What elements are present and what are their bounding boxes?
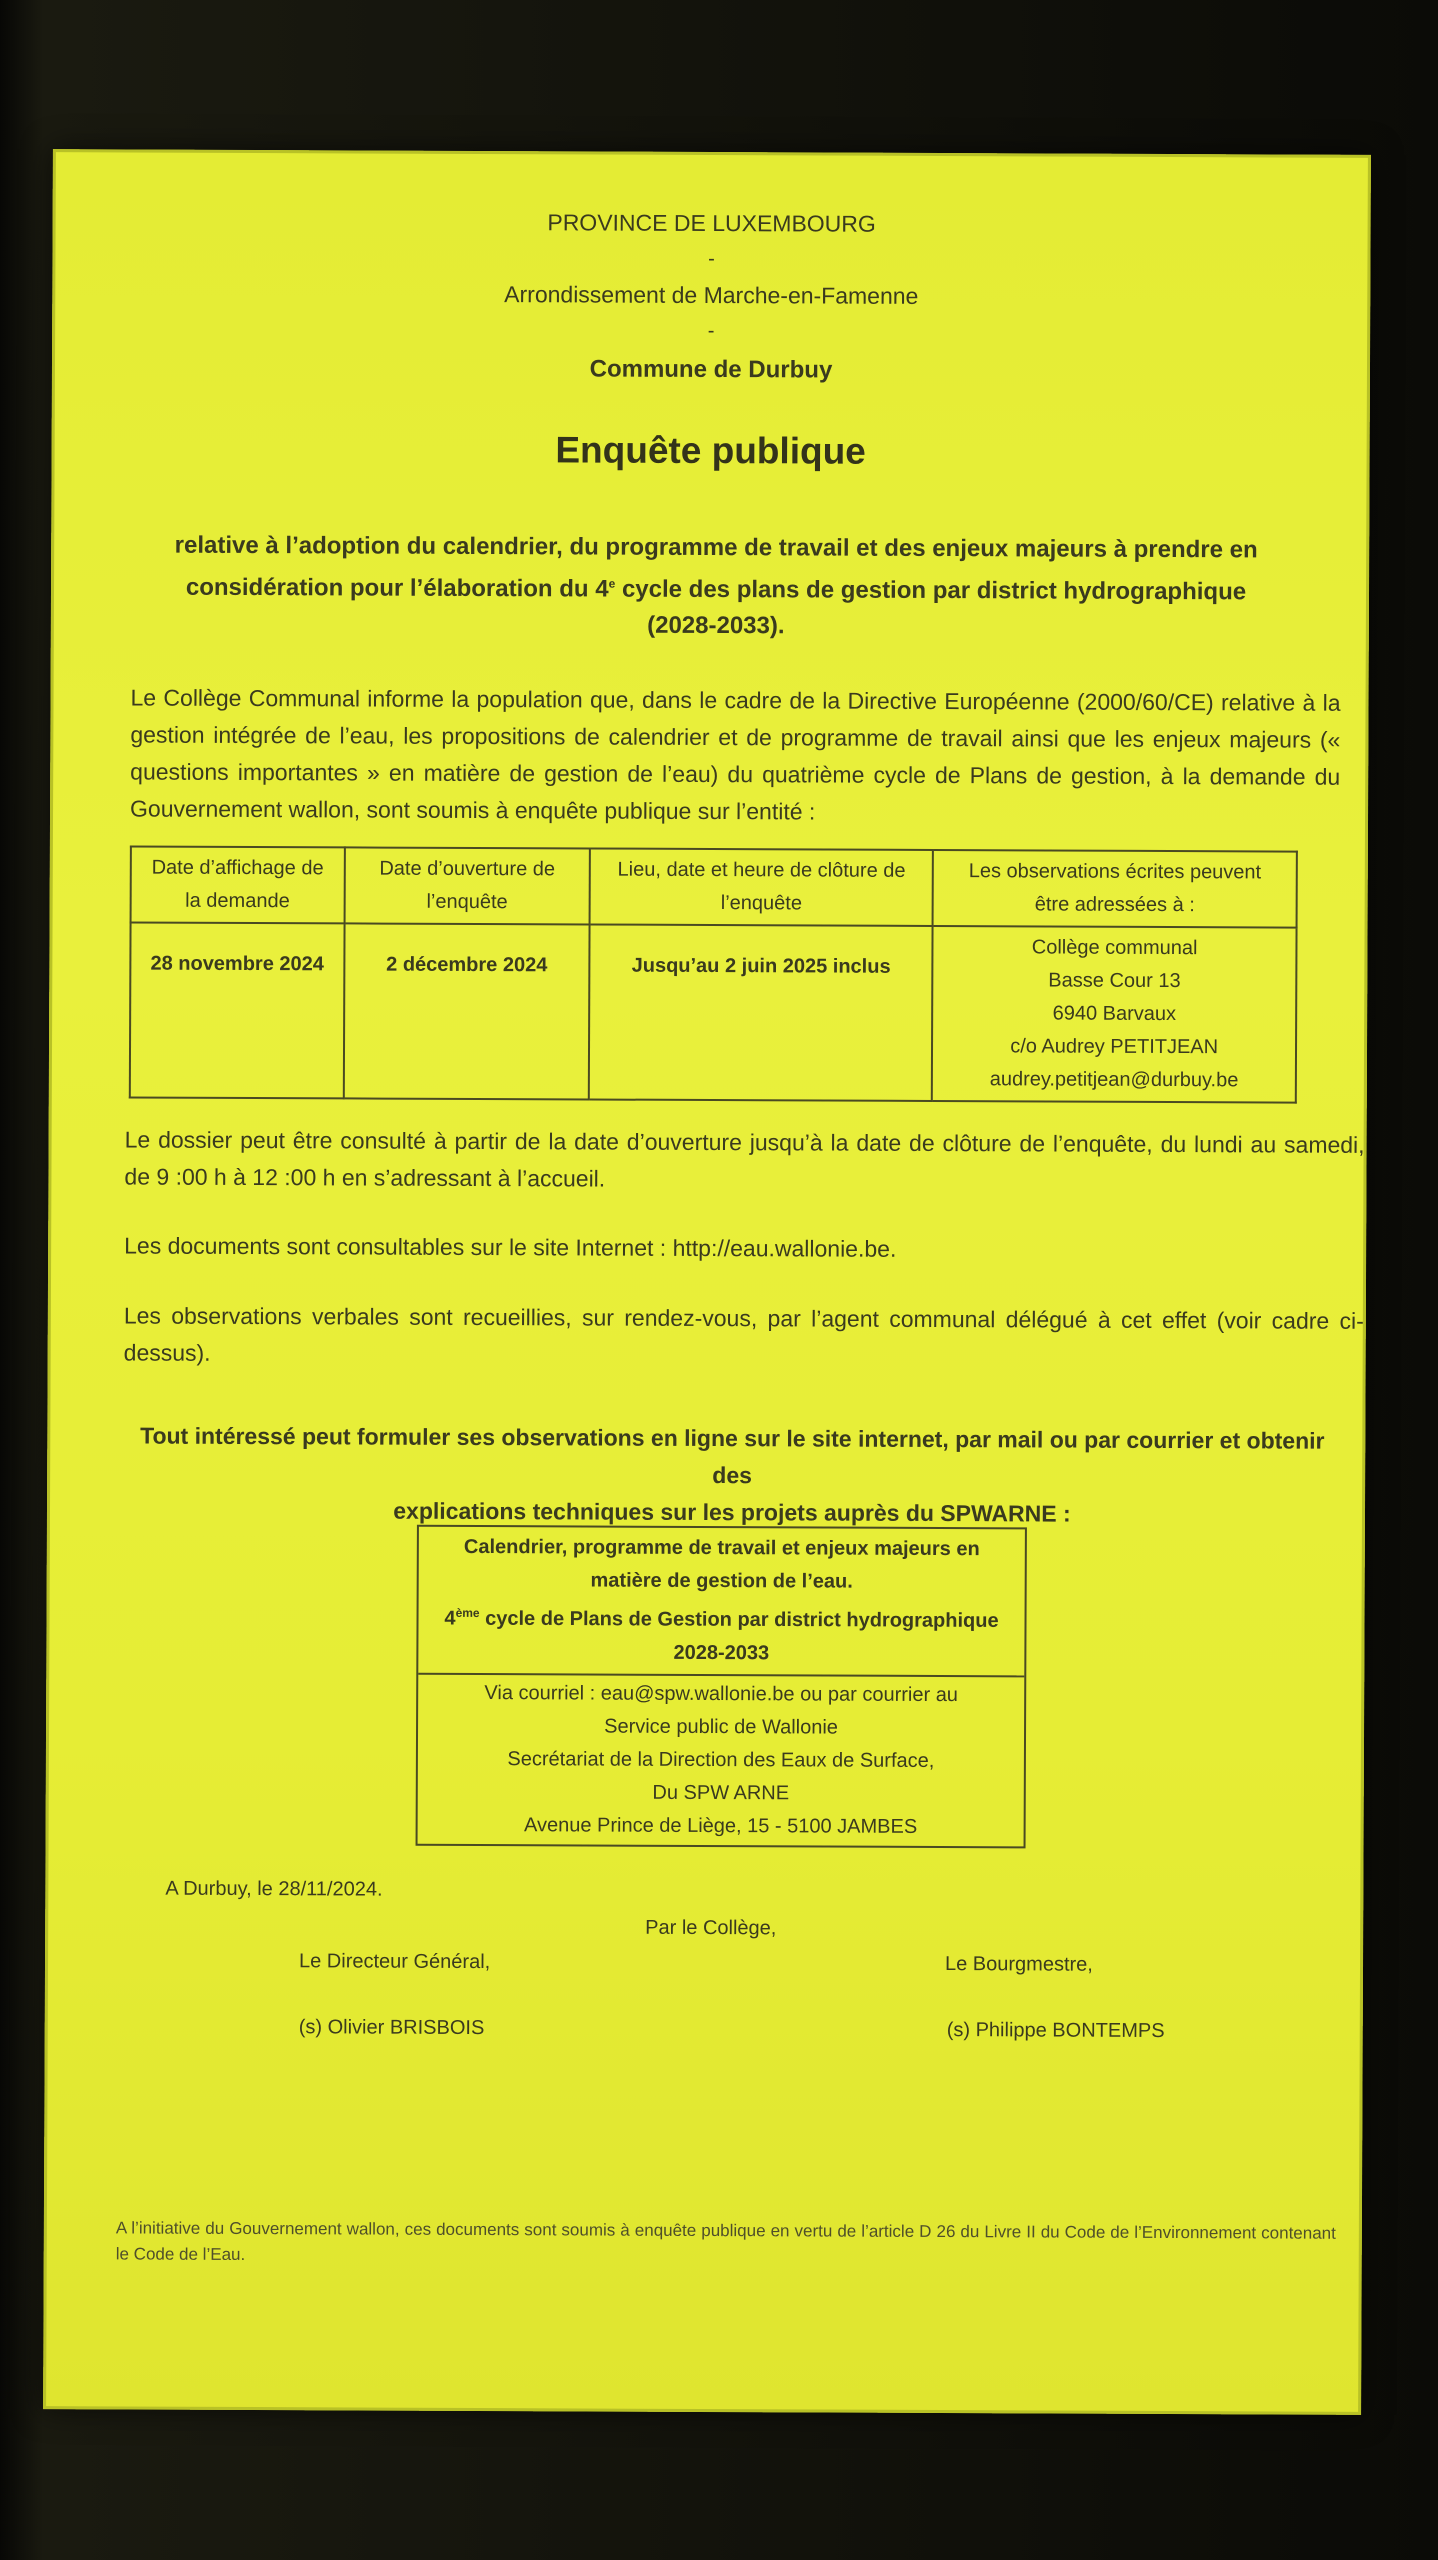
call-line: explications techniques sur les projets auprès du SPWARNE : [393, 1497, 1071, 1527]
address-cell [932, 926, 1296, 1103]
header-separator: - [707, 319, 715, 343]
spw-contact-box [416, 1525, 1027, 1848]
mayor-title: Le Bourgmestre, [944, 1953, 1093, 1976]
spw-box-title [418, 1527, 1025, 1677]
commune-heading: Commune de Durbuy [589, 355, 833, 384]
box-title-line [426, 1597, 1016, 1638]
header-text: la demande [185, 889, 290, 913]
subject-line [151, 564, 1281, 611]
arrondissement-heading: Arrondissement de Marche-en-Famenne [504, 281, 919, 309]
subject-superscript: e [608, 576, 616, 591]
call-to-action [127, 1417, 1337, 1533]
table-header-cell [131, 846, 345, 923]
consultation-paragraph: Le dossier peut être consulté à partir de la date d’ouverture jusqu’à la date de clôture de l’enquête, du lundi au samedi, de 9 :00 h à 12 :00 h en s’adressant à l’accueil. [124, 1126, 1365, 1192]
page-title: Enquête publique [555, 429, 866, 472]
box-address-line: Service public de Wallonie [604, 1715, 839, 1739]
header-text: Lieu, date et heure de clôture de [617, 858, 906, 882]
email-address: audrey.petitjean@durbuy.be [989, 1068, 1239, 1092]
box-title-line: 2028-2033 [673, 1641, 770, 1664]
address-line: 6940 Barvaux [1052, 1002, 1177, 1026]
director-name: (s) Olivier BRISBOIS [298, 2016, 485, 2040]
box-address-line: Secrétariat de la Direction des Eaux de Surface, [507, 1747, 935, 1772]
opening-date-cell: 2 décembre 2024 [343, 923, 589, 1099]
table-row [130, 922, 1297, 1102]
subject-text [151, 528, 1281, 647]
subject-part: considération pour l’élaboration du 4 [185, 573, 609, 603]
table-header-cell [344, 847, 590, 924]
verbal-observations-paragraph: Les observations verbales sont recueillies, sur rendez-vous, par l’agent communal délégué à cet effet (voir cadre ci-dessus). [123, 1302, 1364, 1366]
college-signature-label: Par le Collège, [645, 1916, 777, 1940]
table-header-cell [933, 850, 1297, 928]
box-title-superscript: ème [455, 1605, 480, 1621]
posting-date-cell: 28 novembre 2024 [130, 922, 344, 1098]
header-text: Les observations écrites peuvent [968, 860, 1262, 884]
subject-part: cycle des plans de gestion par district hydrographique [615, 575, 1247, 606]
header-text: être adressées à : [1034, 893, 1195, 917]
call-line: Tout intéressé peut formuler ses observations en ligne sur le site internet, par mail ou par courrier et obtenir des [140, 1422, 1325, 1489]
address-line: c/o Audrey PETITJEAN [1010, 1035, 1219, 1059]
table-header-cell [590, 848, 933, 925]
spw-box-address [418, 1674, 1025, 1846]
website-paragraph: Les documents sont consultables sur le site Internet : http://eau.wallonie.be. [124, 1232, 897, 1262]
subject-line: relative à l’adoption du calendrier, du programme de travail et des enjeux majeurs à prendre en [174, 531, 1258, 564]
box-title-line: Calendrier, programme de travail et enjeux majeurs en [463, 1535, 980, 1561]
header-text: l’enquête [720, 892, 803, 915]
place-date: A Durbuy, le 28/11/2024. [165, 1877, 383, 1901]
header-text: Date d’affichage de [151, 856, 324, 880]
address-line: Collège communal [1031, 936, 1198, 960]
mayor-name: (s) Philippe BONTEMPS [946, 2019, 1165, 2043]
box-address-line: Via courriel : eau@spw.wallonie.be ou par courrier au [484, 1681, 959, 1706]
box-address-line: Avenue Prince de Liège, 15 - 5100 JAMBES [523, 1813, 918, 1838]
box-title-line: matière de gestion de l’eau. [590, 1569, 853, 1593]
closing-date-cell: Jusqu’au 2 juin 2025 inclus [589, 924, 933, 1100]
intro-paragraph: Le Collège Communal informe la population que, dans le cadre de la Directive Européenne (2000/60/CE) relative à la gestion intégrée de l’eau, les propositions de calendrier et de programme de travail ainsi que les enjeux majeurs (« questions importantes » en matière de gestion de l’eau) du quatrième cycle de Plans de gestion, à la demande du Gouvernement wallon, sont soumis à enquête publique sur l’entité : [130, 684, 1341, 825]
header-text: l’enquête [426, 890, 508, 914]
box-address-line: Du SPW ARNE [652, 1781, 790, 1805]
inquiry-table [129, 845, 1298, 1103]
province-heading: PROVINCE DE LUXEMBOURG [547, 209, 876, 237]
address-line: Basse Cour 13 [1048, 969, 1181, 993]
director-title: Le Directeur Général, [298, 1950, 491, 1974]
box-title-part: 4 [444, 1607, 456, 1630]
legal-footer: A l’initiative du Gouvernement wallon, ces documents sont soumis à enquête publique en vertu de l’article D 26 du Livre II du Code de l’Environnement contenant le Code de l’Eau. [115, 2218, 1336, 2264]
table-header-row [131, 846, 1297, 927]
header-text: Date d’ouverture de [379, 857, 556, 881]
box-title-part: cycle de Plans de Gestion par district hydrographique [479, 1607, 999, 1632]
notice-poster [43, 149, 1371, 2415]
subject-line: (2028-2033). [647, 611, 785, 640]
header-separator: - [708, 247, 715, 271]
